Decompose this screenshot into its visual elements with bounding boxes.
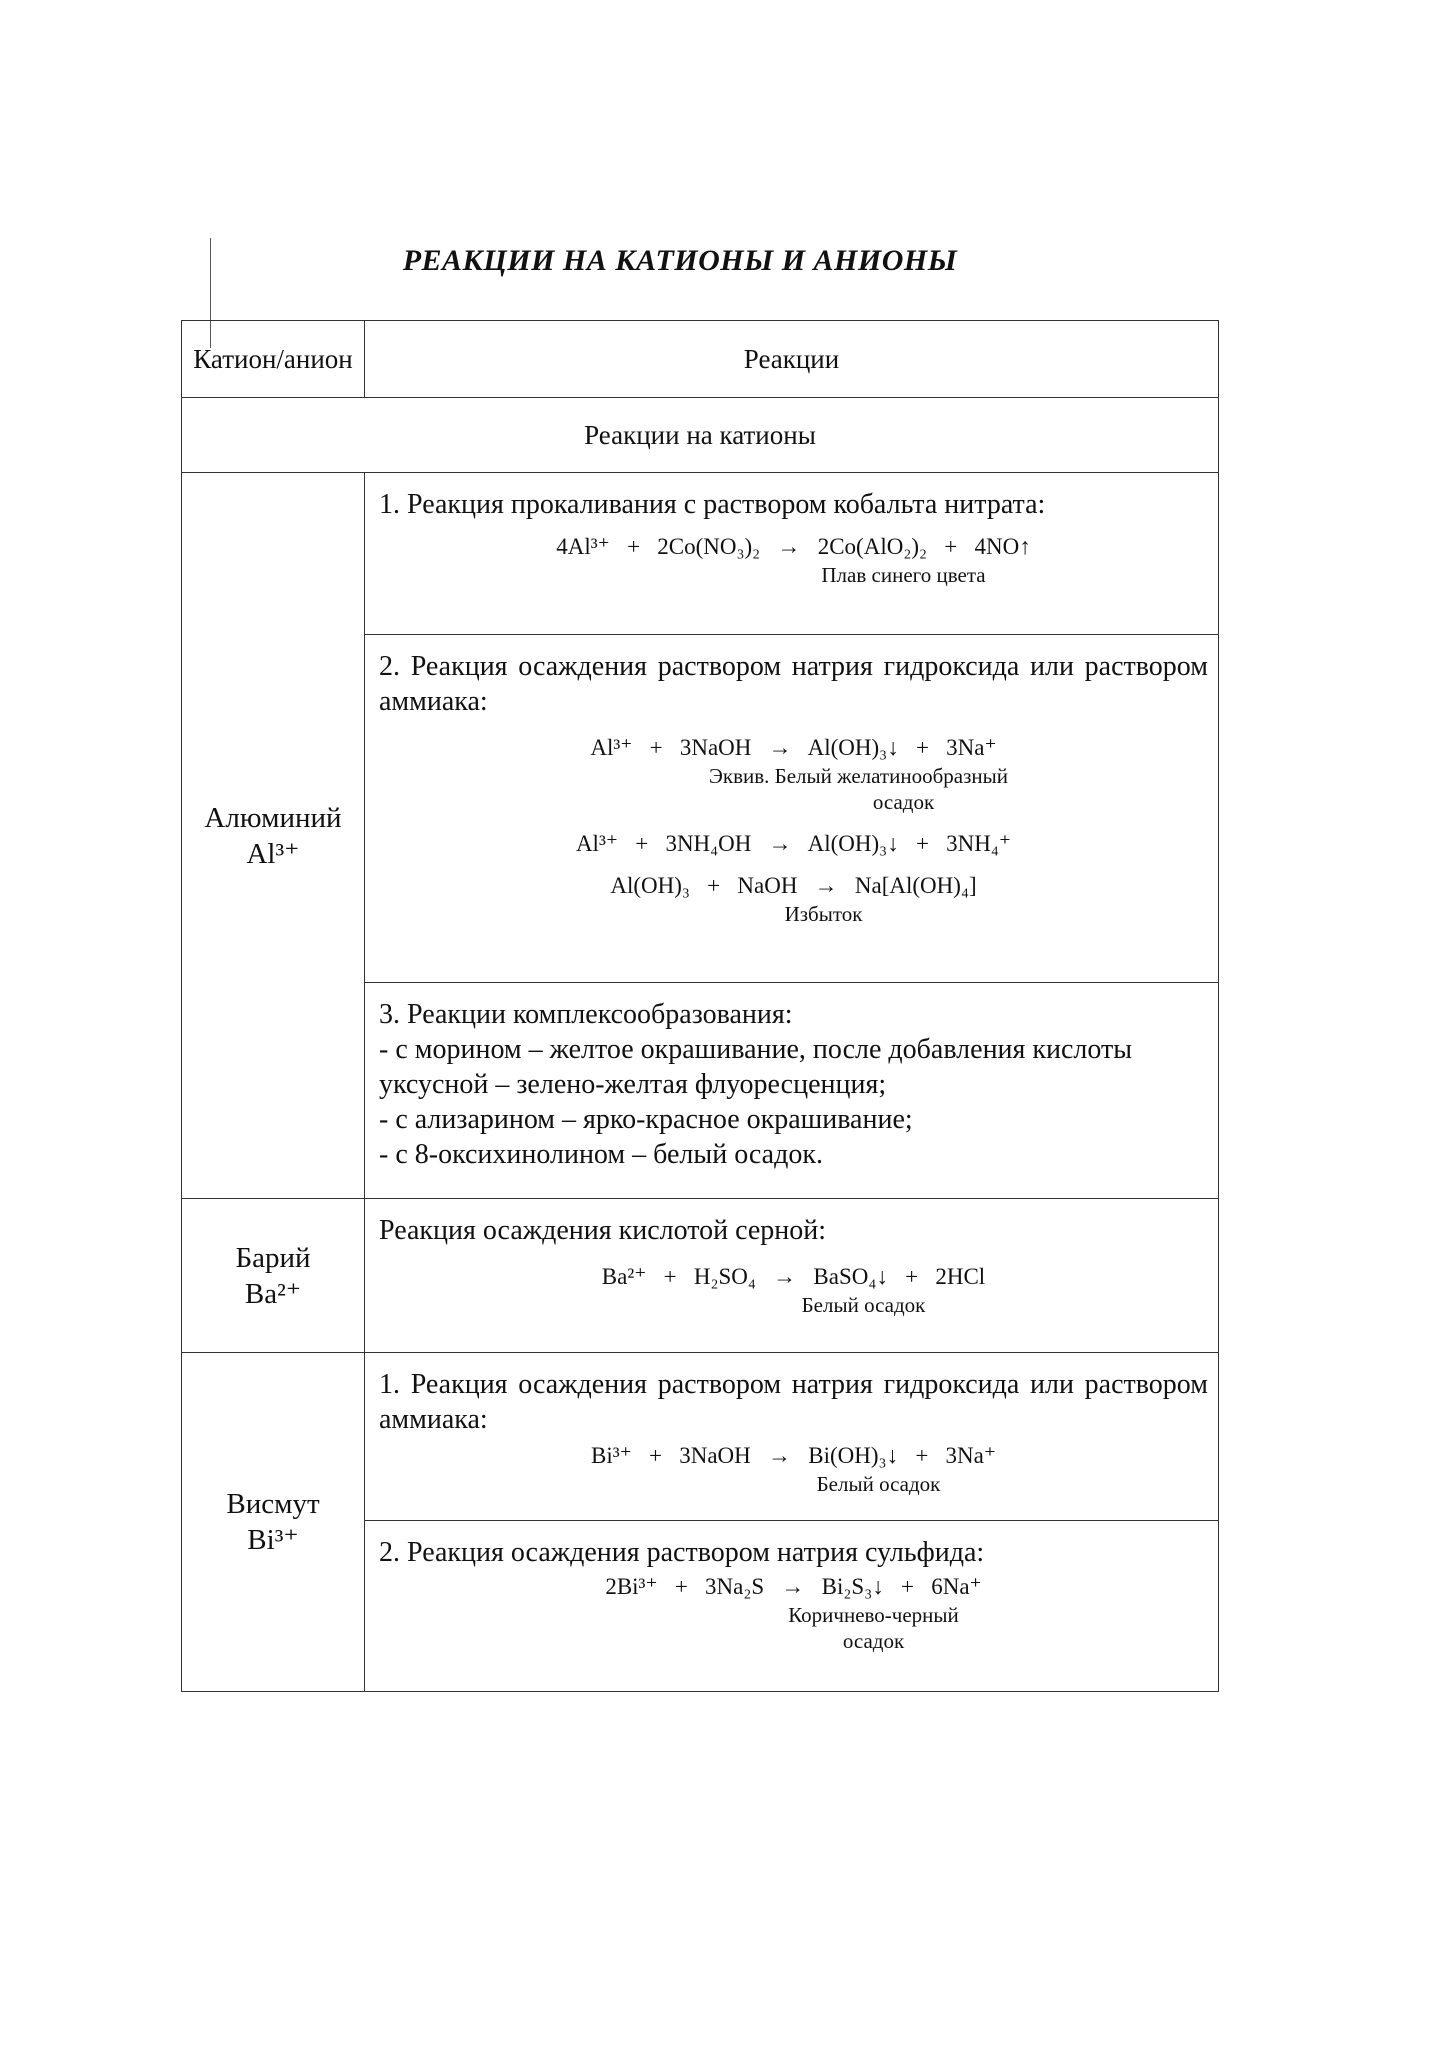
reaction-title: 2. Реакция осаждения раствором натрия сульфида: <box>379 1537 985 1568</box>
reaction-equation: Al³⁺ + 3NH₄OH → Al(OH)₃↓ + 3NH₄⁺ <box>575 831 1012 856</box>
cation-cell-barium <box>182 1199 365 1353</box>
page-title: РЕАКЦИИ НА КАТИОНЫ И АНИОНЫ <box>402 244 958 277</box>
table-row <box>182 473 1219 635</box>
reaction-cell <box>365 1353 1219 1521</box>
reaction-title: 2. Реакция осаждения раствором натрия гидроксида или раствором аммиака: <box>379 651 1208 717</box>
reaction-note: Эквив. Белый желатинообразный <box>709 764 1008 788</box>
cation-cell-bismuth <box>182 1353 365 1692</box>
cation-ion: Ba²⁺ <box>244 1277 302 1310</box>
reaction-cell <box>365 1199 1219 1353</box>
table-row <box>182 1199 1219 1353</box>
reaction-title: 1. Реакция осаждения раствором натрия гидроксида или раствором аммиака: <box>379 1369 1208 1435</box>
list-item: - с 8-оксихинолином – белый осадок. <box>379 1139 823 1170</box>
table-row <box>182 1353 1219 1521</box>
cation-cell-aluminium <box>182 473 365 1199</box>
cation-name: Висмут <box>226 1488 320 1520</box>
reaction-equation: Ba²⁺ + H₂SO₄ → BaSO₄↓ + 2HCl <box>601 1264 986 1289</box>
reaction-cell <box>365 983 1219 1199</box>
reaction-title: 1. Реакция прокаливания с раствором кобальта нитрата: <box>379 489 1046 520</box>
reaction-cell <box>365 1521 1219 1692</box>
cation-ion: Bi³⁺ <box>247 1524 299 1556</box>
reaction-note: Избыток <box>784 902 863 926</box>
reaction-equation: Al³⁺ + 3NaOH → Al(OH)₃↓ + 3Na⁺ <box>590 735 997 760</box>
table-header-row <box>182 321 1219 398</box>
reaction-note: Коричнево-черный <box>788 1603 959 1627</box>
reaction-title: 3. Реакции комплексообразования: <box>379 999 793 1030</box>
column-header-reactions: Реакции <box>365 321 1219 398</box>
cation-name: Алюминий <box>204 801 342 834</box>
reaction-equation: Bi³⁺ + 3NaOH → Bi(OH)₃↓ + 3Na⁺ <box>591 1443 996 1468</box>
list-item: - с морином – желтое окрашивание, после добавления кислоты <box>379 1034 1133 1065</box>
reaction-note: Белый осадок <box>816 1472 941 1496</box>
reaction-title: Реакция осаждения кислотой серной: <box>379 1215 827 1246</box>
reaction-equation: 2Bi³⁺ + 3Na₂S → Bi₂S₃↓ + 6Na⁺ <box>605 1574 982 1599</box>
reaction-cell <box>365 635 1219 983</box>
section-row <box>182 398 1219 473</box>
column-header-cation: Катион/анион <box>182 321 365 398</box>
list-item: - с ализарином – ярко-красное окрашивание; <box>379 1104 913 1135</box>
reaction-note: Плав синего цвета <box>821 563 986 587</box>
cation-ion: Al³⁺ <box>246 837 300 870</box>
list-item: уксусной – зелено-желтая флуоресценция; <box>379 1069 887 1100</box>
reaction-note: осадок <box>842 1629 905 1653</box>
section-title: Реакции на катионы <box>182 398 1219 473</box>
cation-name: Барий <box>235 1241 311 1274</box>
reaction-cell <box>365 473 1219 635</box>
reaction-equation: Al(OH)₃ + NaOH → Na[Al(OH)₄] <box>610 873 977 898</box>
reaction-note: Белый осадок <box>801 1293 926 1317</box>
reaction-equation: 4Al³⁺ + 2Co(NO₃)₂ → 2Co(AlO₂)₂ + 4NO↑ <box>556 534 1031 559</box>
reaction-note: осадок <box>872 790 935 814</box>
reactions-table <box>181 320 1219 1692</box>
